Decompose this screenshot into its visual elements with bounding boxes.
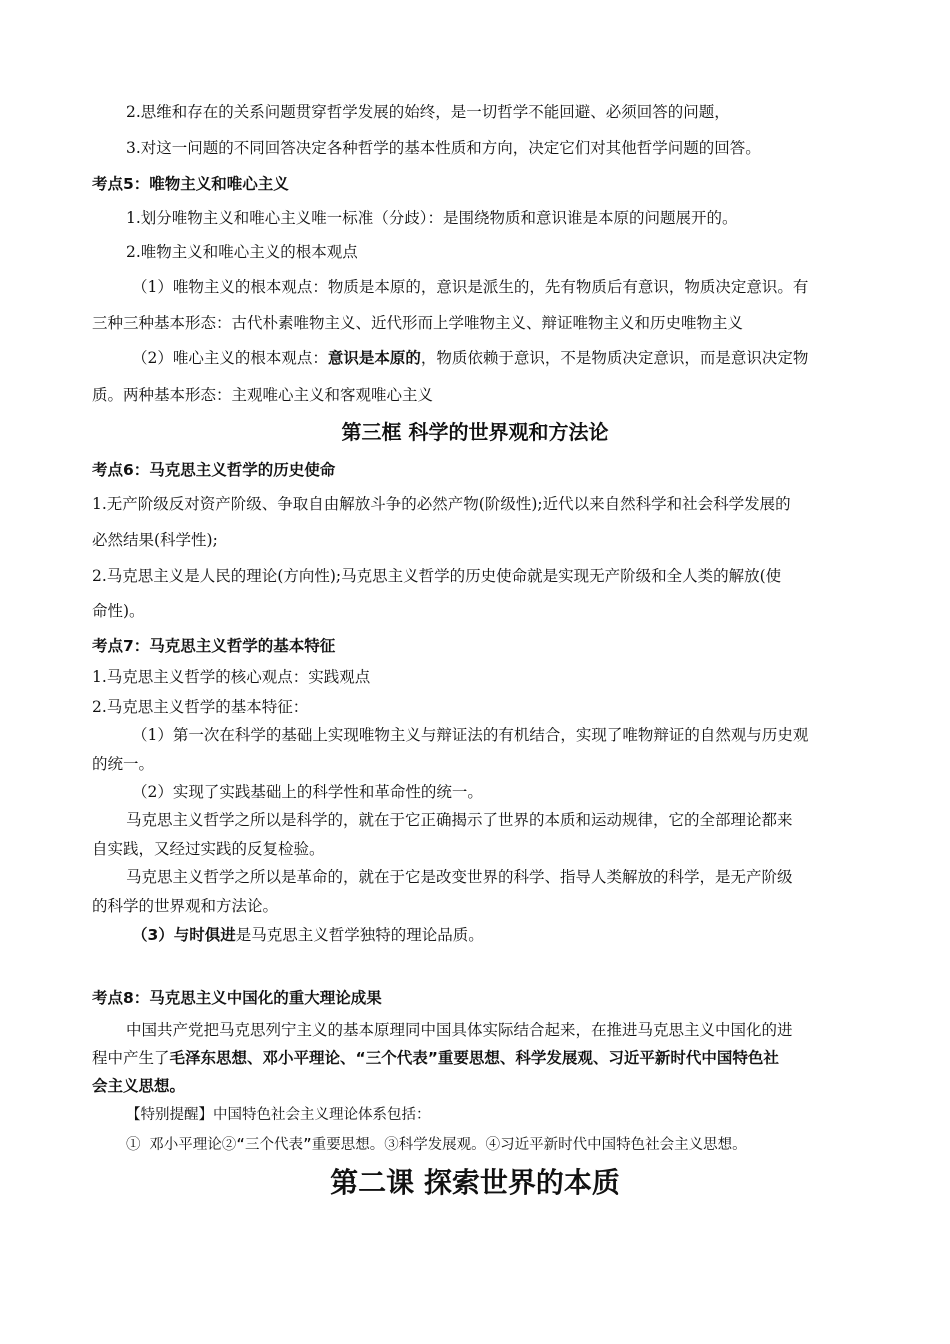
text-line: 马克思主义哲学之所以是科学的，就在于它正确揭示了世界的本质和运动规律，它的全部理论都来 xyxy=(126,811,793,829)
text-line: 1.马克思主义哲学的核心观点：实践观点 xyxy=(92,668,371,686)
text-line: 的统一。 xyxy=(92,755,155,773)
bold-span: 意识是本原的 xyxy=(327,349,421,367)
text-line: ① 邓小平理论②“三个代表”重要思想。③科学发展观。④习近平新时代中国特色社会主义思想。 xyxy=(126,1137,747,1153)
bold-span: 会主义思想。 xyxy=(92,1077,186,1095)
text-line: 中国共产党把马克思列宁主义的基本原理同中国具体实际结合起来，在推进马克思主义中国化的进 xyxy=(126,1021,793,1039)
text-line xyxy=(132,925,484,945)
text-line: （1）第一次在科学的基础上实现唯物主义与辩证法的有机结合，实现了唯物辩证的自然观与历史观 xyxy=(132,726,809,744)
text-line: 2.马克思主义是人民的理论(方向性);马克思主义哲学的历史使命就是实现无产阶级和全人类的解放(使 xyxy=(92,567,782,585)
text-line xyxy=(92,1048,779,1068)
text-span: ，物质依赖于意识，不是物质决定意识，而是意识决定物 xyxy=(420,349,809,367)
text-line: 2.马克思主义哲学的基本特征： xyxy=(92,698,309,716)
section-heading-8: 考点8：马克思主义中国化的重大理论成果 xyxy=(92,989,382,1007)
text-line: 三种三种基本形态：古代朴素唯物主义、近代形而上学唯物主义、辩证唯物主义和历史唯物主义 xyxy=(92,314,744,332)
text-line: 自实践，又经过实践的反复检验。 xyxy=(92,840,325,858)
text-line: （1）唯物主义的根本观点：物质是本原的，意识是派生的，先有物质后有意识，物质决定意识。有 xyxy=(132,278,809,296)
text-span: （2）唯心主义的根本观点： xyxy=(132,349,328,367)
text-line: 质。两种基本形态：主观唯心主义和客观唯心主义 xyxy=(92,386,434,404)
text-line: 的科学的世界观和方法论。 xyxy=(92,897,279,915)
text-line: 马克思主义哲学之所以是革命的，就在于它是改变世界的科学、指导人类解放的科学，是无产阶级 xyxy=(126,868,793,886)
text-line: 1.划分唯物主义和唯心主义唯一标准（分歧）：是围绕物质和意识谁是本原的问题展开的。 xyxy=(126,209,738,227)
frame-title: 第三框 科学的世界观和方法论 xyxy=(341,420,609,444)
text-line: 命性)。 xyxy=(92,602,145,620)
text-line: 3.对这一问题的不同回答决定各种哲学的基本性质和方向，决定它们对其他哲学问题的回答。 xyxy=(126,139,761,157)
text-line: 必然结果(科学性); xyxy=(92,531,218,549)
section-heading-7: 考点7：马克思主义哲学的基本特征 xyxy=(92,637,336,655)
text-line xyxy=(132,348,808,368)
bold-span: （3）与时俱进 xyxy=(132,926,236,944)
text-line: 【特别提醒】中国特色社会主义理论体系包括： xyxy=(126,1107,431,1123)
text-line: 1.无产阶级反对资产阶级、争取自由解放斗争的必然产物(阶级性);近代以来自然科学和社会科学发展的 xyxy=(92,495,791,513)
text-line: 2.唯物主义和唯心主义的根本观点 xyxy=(126,243,358,261)
section-heading-5: 考点5：唯物主义和唯心主义 xyxy=(92,175,289,193)
text-line xyxy=(92,1076,185,1096)
text-span: 程中产生了 xyxy=(92,1049,170,1067)
text-line: 2.思维和存在的关系问题贯穿哲学发展的始终，是一切哲学不能回避、必须回答的问题， xyxy=(126,103,730,121)
text-span: 是马克思主义哲学独特的理论品质。 xyxy=(235,926,484,944)
section-heading-6: 考点6：马克思主义哲学的历史使命 xyxy=(92,461,336,479)
text-line: （2）实现了实践基础上的科学性和革命性的统一。 xyxy=(132,783,483,801)
lesson-title: 第二课 探索世界的本质 xyxy=(330,1166,620,1199)
bold-span: 毛泽东思想、邓小平理论、“三个代表”重要思想、科学发展观、习近平新时代中国特色社 xyxy=(169,1049,779,1067)
